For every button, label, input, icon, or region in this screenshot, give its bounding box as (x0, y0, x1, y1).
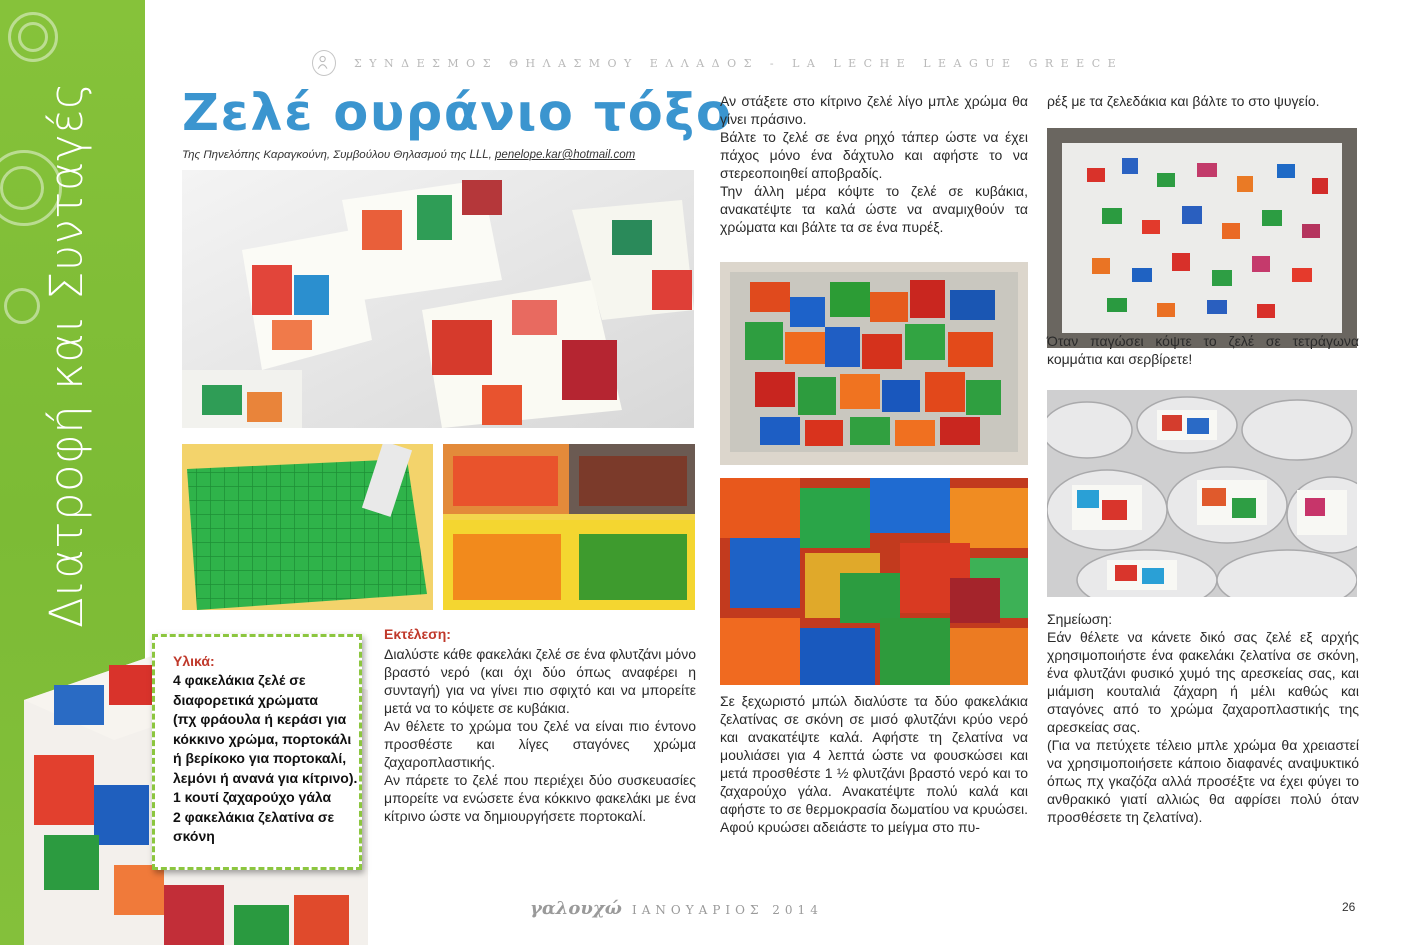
issue-date: ΙΑΝΟΥΑΡΙΟΣ 2014 (632, 903, 823, 917)
section-title: Διατροφή και Συνταγές (40, 82, 93, 628)
column4-top-text (1047, 92, 1359, 110)
execution-title: Εκτέλεση: (384, 626, 451, 642)
swirl-decoration (4, 288, 40, 324)
ingredients-title: Υλικά: (173, 653, 215, 669)
ingredient-line: 1 κουτί ζαχαρούχο γάλα (173, 789, 332, 805)
note-paragraph: Εάν θέλετε να κάνετε δικό σας ζελέ εξ αρχής χρησιμοποιήστε ένα φακελάκι ζελατίνα σε σκόνη, ένα φλυτζάνι φυσικό χυμό της αρεσκείας σας, και μιάμιση κουταλιά ζάχαρη ή μέλι καθώς και σταγόνες από το χρώμα ζαχαροπλαστικής της αρεσκείας σας. (1047, 629, 1359, 735)
article-title: Ζελέ ουράνιο τόξο (182, 84, 733, 143)
execution-paragraph: Αν θέλετε το χρώμα του ζελέ να είναι πιο έντονο προσθέστε και λίγες σταγόνες χρώμα ζαχαροπλαστικής. (384, 718, 696, 770)
author-email-link[interactable]: penelope.kar@hotmail.com (495, 149, 636, 161)
column3-top-text (720, 92, 1028, 236)
ingredients-box (152, 634, 362, 870)
execution-paragraph: Αν πάρετε το ζελέ που περιέχει δύο συσκευασίες μπορείτε να ενώσετε ένα κόκκινο φακελάκι με ένα κίτρινο ώστε να δημιουργήσετε πορτοκαλί. (384, 772, 696, 824)
column4-middle-text (1047, 332, 1359, 368)
article-byline (182, 149, 635, 161)
swirl-decoration (0, 166, 44, 210)
page-number: 26 (1342, 900, 1356, 914)
ingredient-line: ή βερίκοκο για πορτοκαλί, (173, 750, 347, 766)
column4-paragraph: ρέξ με τα ζελεδάκια και βάλτε το στο ψυγείο. (1047, 93, 1320, 109)
author-credit: Της Πηνελόπης Καραγκούνη, Συμβούλου Θηλασμού της LLL, (182, 149, 492, 161)
column3-paragraph: Την άλλη μέρα κόψτε το ζελέ σε κυβάκια, ανακατέψτε τα καλά ώστε να αναμιχθούν τα χρώματα και βάλτε τα σε ένα πυρέξ. (720, 183, 1028, 235)
association-header: ΣΥΝΔΕΣΜΟΣ ΘΗΛΑΣΜΟΥ ΕΛΛΑΔΟΣ - LA LECHE LEAGUE GREECE (354, 57, 1124, 70)
ingredient-line: κόκκινο χρώμα, πορτοκάλι (173, 730, 352, 747)
swirl-decoration (18, 22, 48, 52)
ingredient-line: σκόνη (173, 828, 215, 844)
green-jelly-tray-photo (182, 444, 433, 610)
ingredient-line: διαφορετικά χρώματα (173, 691, 319, 708)
column3-paragraph: Αν στάξετε στο κίτρινο ζελέ λίγο μπλε χρώμα θα γίνει πράσινο. (720, 93, 1028, 127)
mixed-cubes-pyrex-photo (720, 262, 1028, 465)
ingredient-line: 4 φακελάκια ζελέ σε (173, 672, 306, 688)
ingredient-line: (πχ φράουλα ή κεράσι για (173, 711, 347, 727)
execution-text (384, 645, 696, 825)
note-title: Σημείωση: (1047, 611, 1113, 627)
column4-paragraph: Όταν παγώσει κόψτε το ζελέ σε τετράγωνα κομμάτια και σερβίρετε! (1047, 333, 1359, 367)
association-logo-icon (312, 50, 336, 76)
closeup-cubes-photo (720, 478, 1028, 685)
colored-jelly-containers-photo (443, 444, 695, 610)
magazine-brand: γαλουχώ (530, 898, 622, 919)
execution-paragraph: Διαλύστε κάθε φακελάκι ζελέ σε ένα φλυτζάνι μόνο βραστό νερό (και όχι δύο όπως αναφέρει η συνταγή) για να γίνει πιο σφιχτό και να μπορείτε μετά να το κόψετε σε κυβάκια. (384, 646, 696, 716)
served-cupcake-liners-photo (1047, 390, 1357, 597)
ingredient-line: 2 φακελάκια ζελατίνα σε (173, 808, 335, 825)
set-jelly-pyrex-photo (1047, 128, 1357, 348)
note-paragraph: (Για να πετύχετε τέλειο μπλε χρώμα θα χρειαστεί να χρησιμοποιήσετε κάποιο διαφανές αναψυκτικό όπως πχ γκαζόζα αλλά προσέξτε να έχει φύγει το ανθρακικό γιατί αλλιώς θα αφρίσει πολύ όταν προσθέσετε τη ζελατίνα). (1047, 737, 1359, 825)
column3-bottom-text (720, 692, 1028, 836)
column4-note (1047, 610, 1359, 826)
column3-paragraph: Βάλτε το ζελέ σε ένα ρηχό τάπερ ώστε να έχει πάχος μόνο ένα δάχτυλο και αφήστε το να στερεοποιηθεί αποβραδίς. (720, 129, 1028, 181)
hero-jelly-cubes-photo (182, 170, 694, 428)
ingredient-line: λεμόνι ή ανανά για κίτρινο). (173, 769, 358, 786)
column3-paragraph: Σε ξεχωριστό μπώλ διαλύστε τα δύο φακελάκια ζελατίνας σε σκόνη σε μισό φλυτζάνι κρύο νερό και ανακατέψτε καλά. Αφήστε τη ζελατίνα να μουλιάσει για 4 λεπτά ώστε να φουσκώσει και μετά προσθέστε 1 ½ φλυτζάνι βραστό νερό και το ζαχαρούχο γάλα. Ανακατέψτε πολύ καλά και αφήστε το σε θερμοκρασία δωματίου να κρυώσει. Αφού κρυώσει αδειάστε το μείγμα στο πυ- (720, 693, 1028, 835)
